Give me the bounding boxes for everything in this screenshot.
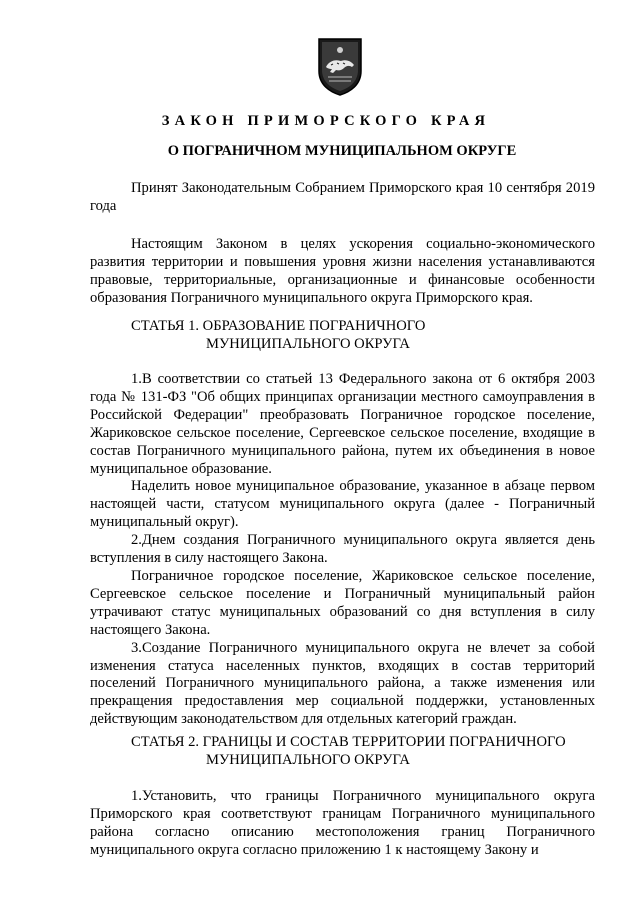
article-1-paragraph: 2.Днем создания Пограничного муниципального округа является день вступления в силу настоящего Закона. — [90, 532, 595, 567]
article-2-body — [90, 788, 595, 860]
article-1-paragraph: Наделить новое муниципальное образование, указанное в абзаце первом настоящей части, статусом муниципального округа (далее - Пограничный муниципальный округ). — [90, 478, 595, 531]
article-1-heading — [131, 318, 425, 354]
article-1-paragraph: 3.Создание Пограничного муниципального округа не влечет за собой изменения статуса населенных пунктов, входящих в состав территорий поселений Пограничного муниципального района, а также изменения или прекращения предоставления мер социальной поддержки, установленных действующим законодательством для отдельных категорий граждан. — [90, 639, 595, 728]
article-1-paragraph: Пограничное городское поселение, Жариковское сельское поселение, Сергеевское сельское поселение и Пограничный муниципальный район утрачивают статус муниципальных образований со дня вступления в силу настоящего Закона. — [90, 567, 595, 638]
preamble: Настоящим Законом в целях ускорения социально-экономического развития территории и повышения уровня жизни населения устанавливаются правовые, территориальные, организационные и финансовые особенности образования Пограничного муниципального округа Приморского края. — [90, 236, 595, 306]
law-title: ЗАКОН ПРИМОРСКОГО КРАЯ — [161, 113, 491, 129]
adoption-note: Принят Законодательным Собранием Приморского края 10 сентября 2019 года — [90, 180, 595, 214]
article-1-body — [90, 371, 595, 729]
article-1-paragraph: 1.В соответствии со статьей 13 Федерального закона от 6 октября 2003 года № 131-ФЗ "Об общих принципах организации местного самоуправления в Российской Федерации" преобразовать Пограничное городское поселение, Жариковское сельское поселение, Сергеевское сельское поселение, входящие в состав Пограничного муниципального района, путем их объединения в новое муниципальное образование. — [90, 371, 595, 477]
article-1-heading-line2: МУНИЦИПАЛЬНОГО ОКРУГА — [206, 335, 410, 352]
article-2-heading — [131, 734, 566, 770]
article-1-heading-line1: СТАТЬЯ 1. ОБРАЗОВАНИЕ ПОГРАНИЧНОГО — [131, 318, 426, 334]
law-subtitle: О ПОГРАНИЧНОМ МУНИЦИПАЛЬНОМ ОКРУГЕ — [167, 143, 517, 159]
article-2-heading-line1: СТАТЬЯ 2. ГРАНИЦЫ И СОСТАВ ТЕРРИТОРИИ ПОГРАНИЧНОГО — [131, 734, 566, 750]
article-2-paragraph: 1.Установить, что границы Пограничного муниципального округа Приморского края соответствуют границам Пограничного муниципального района согласно описанию местоположения границ Пограничного муниципального округа согласно приложению 1 к настоящему Закону и — [90, 788, 595, 858]
article-2-heading-line2: МУНИЦИПАЛЬНОГО ОКРУГА — [206, 751, 410, 768]
primorsky-coat-of-arms-icon — [317, 37, 363, 97]
